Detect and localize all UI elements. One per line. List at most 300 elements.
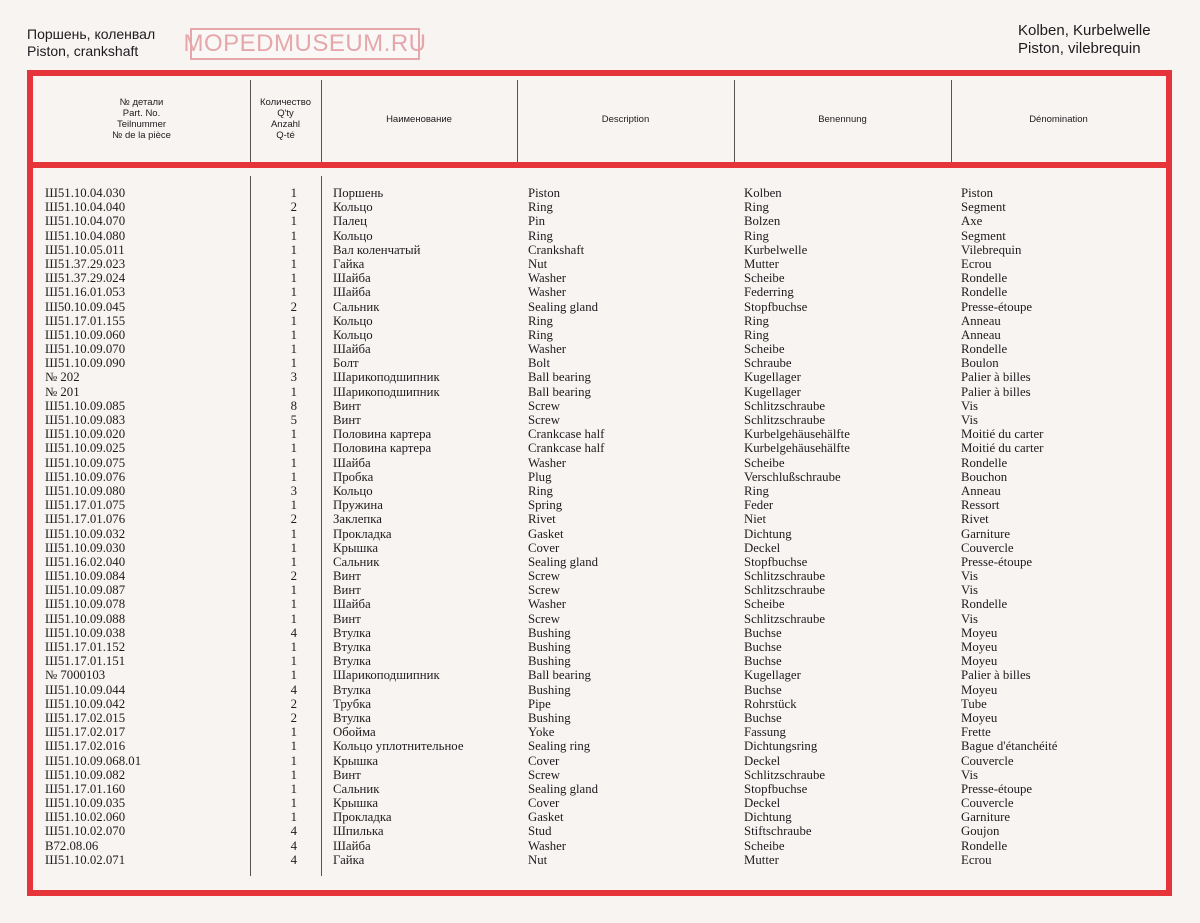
quantity-cell: 1 — [290, 455, 297, 470]
description-en-cell: Washer — [528, 271, 567, 286]
part-number-cell: Ш51.10.02.071 — [45, 852, 126, 867]
denomination-fr-cell: Anneau — [961, 483, 1001, 498]
description-en-cell: Screw — [528, 569, 560, 584]
denomination-fr-cell: Goujon — [961, 824, 1000, 839]
quantity-cell: 1 — [290, 640, 297, 654]
denomination-fr-cell: Frette — [961, 725, 991, 740]
description-en-cell: Pipe — [528, 696, 551, 711]
denomination-fr-cell: Ecrou — [961, 852, 992, 867]
table-row — [0, 214, 1200, 228]
benennung-de-cell: Feder — [744, 498, 774, 513]
benennung-de-cell: Scheibe — [744, 597, 785, 612]
table-row — [0, 683, 1200, 697]
part-number-cell: Ш51.10.09.068.01 — [45, 753, 142, 768]
quantity-cell: 1 — [290, 427, 297, 442]
name-ru-cell: Кольцо — [333, 200, 373, 215]
denomination-fr-cell: Palier à billes — [961, 384, 1031, 399]
col-header-line: Q'ty — [277, 108, 294, 119]
description-en-cell: Ring — [528, 228, 553, 243]
benennung-de-cell: Ring — [744, 327, 769, 342]
part-number-cell: Ш51.10.09.088 — [45, 611, 126, 626]
name-ru-cell: Шайба — [333, 271, 371, 286]
table-row — [0, 300, 1200, 314]
col-header-ru — [321, 76, 517, 162]
benennung-de-cell: Schlitzschraube — [744, 767, 826, 782]
quantity-cell: 1 — [290, 753, 297, 768]
quantity-cell: 1 — [290, 228, 297, 243]
quantity-cell: 2 — [290, 512, 297, 527]
table-row — [0, 413, 1200, 427]
denomination-fr-cell: Couvercle — [961, 753, 1014, 768]
table-row — [0, 427, 1200, 441]
quantity-cell: 1 — [290, 285, 297, 300]
table-row — [0, 768, 1200, 782]
quantity-cell: 1 — [290, 384, 297, 399]
name-ru-cell: Винт — [333, 611, 361, 626]
benennung-de-cell: Scheibe — [744, 455, 785, 470]
benennung-de-cell: Stopfbuchse — [744, 781, 808, 796]
benennung-de-cell: Stopfbuchse — [744, 299, 808, 314]
part-number-cell: Ш51.10.09.020 — [45, 427, 126, 442]
part-number-cell: Ш51.10.09.085 — [45, 398, 126, 413]
quantity-cell: 2 — [290, 710, 297, 725]
benennung-de-cell: Deckel — [744, 753, 781, 768]
name-ru-cell: Кольцо — [333, 483, 373, 498]
benennung-de-cell: Buchse — [744, 640, 782, 654]
name-ru-cell: Винт — [333, 583, 361, 598]
col-header-label: Description — [601, 113, 650, 125]
benennung-de-cell: Kurbelwelle — [744, 242, 808, 257]
benennung-de-cell: Buchse — [744, 682, 782, 697]
name-ru-cell: Гайка — [333, 852, 365, 867]
description-en-cell: Sealing gland — [528, 554, 599, 569]
denomination-fr-cell: Moyeu — [961, 625, 998, 640]
part-number-cell: Ш51.10.09.042 — [45, 696, 126, 711]
table-row — [0, 385, 1200, 399]
name-ru-cell: Шайба — [333, 455, 371, 470]
benennung-de-cell: Mutter — [744, 852, 779, 867]
quantity-cell: 1 — [290, 242, 297, 257]
benennung-de-cell: Deckel — [744, 540, 781, 555]
quantity-cell: 1 — [290, 739, 297, 754]
part-number-cell: Ш51.10.09.032 — [45, 526, 126, 541]
name-ru-cell: Крышка — [333, 796, 379, 811]
quantity-cell: 1 — [290, 271, 297, 286]
denomination-fr-cell: Ecrou — [961, 256, 992, 271]
quantity-cell: 1 — [290, 256, 297, 271]
name-ru-cell: Половина картера — [333, 441, 432, 456]
name-ru-cell: Шайба — [333, 285, 371, 300]
table-row — [0, 512, 1200, 526]
name-ru-cell: Втулка — [333, 682, 371, 697]
quantity-cell: 1 — [290, 441, 297, 456]
header-left — [27, 26, 155, 60]
col-header-line: Part. No. — [122, 108, 161, 119]
benennung-de-cell: Fassung — [744, 725, 786, 740]
benennung-de-cell: Kugellager — [744, 370, 801, 385]
description-en-cell: Washer — [528, 838, 567, 853]
table-row — [0, 200, 1200, 214]
name-ru-cell: Шпилька — [333, 824, 384, 839]
quantity-cell: 2 — [290, 200, 297, 215]
quantity-cell: 1 — [290, 583, 297, 598]
part-number-cell: Ш51.10.04.030 — [45, 186, 126, 200]
part-number-cell: Ш51.17.01.152 — [45, 640, 126, 654]
description-en-cell: Nut — [528, 852, 548, 867]
name-ru-cell: Крышка — [333, 540, 379, 555]
denomination-fr-cell: Rondelle — [961, 342, 1008, 357]
part-number-cell: № 202 — [45, 370, 80, 385]
title-de: Kolben, Kurbelwelle — [1018, 22, 1151, 39]
part-number-cell: Ш51.10.09.076 — [45, 469, 126, 484]
table-row — [0, 782, 1200, 796]
table-row — [0, 527, 1200, 541]
denomination-fr-cell: Rivet — [961, 512, 989, 527]
denomination-fr-cell: Moitié du carter — [961, 441, 1044, 456]
name-ru-cell: Шайба — [333, 597, 371, 612]
description-en-cell: Ring — [528, 313, 553, 328]
denomination-fr-cell: Vis — [961, 583, 979, 598]
denomination-fr-cell: Segment — [961, 200, 1006, 215]
description-en-cell: Ring — [528, 200, 553, 215]
benennung-de-cell: Kurbelgehäusehälfte — [744, 441, 850, 456]
table-row — [0, 243, 1200, 257]
quantity-cell: 1 — [290, 767, 297, 782]
part-number-cell: Ш51.10.09.038 — [45, 625, 126, 640]
name-ru-cell: Шарикоподшипник — [333, 384, 440, 399]
benennung-de-cell: Kurbelgehäusehälfte — [744, 427, 850, 442]
header-separator — [27, 162, 1172, 168]
denomination-fr-cell: Vilebrequin — [961, 242, 1022, 257]
benennung-de-cell: Deckel — [744, 796, 781, 811]
benennung-de-cell: Schraube — [744, 356, 792, 371]
description-en-cell: Spring — [528, 498, 563, 513]
name-ru-cell: Прокладка — [333, 526, 392, 541]
name-ru-cell: Сальник — [333, 554, 380, 569]
part-number-cell: Ш51.10.09.083 — [45, 413, 126, 427]
benennung-de-cell: Buchse — [744, 625, 782, 640]
title-en: Piston, crankshaft — [27, 43, 139, 59]
quantity-cell: 1 — [290, 469, 297, 484]
col-header-line: № de la pièce — [112, 130, 171, 141]
denomination-fr-cell: Piston — [961, 186, 994, 200]
table-row — [0, 186, 1200, 200]
name-ru-cell: Прокладка — [333, 810, 392, 825]
table-row — [0, 824, 1200, 838]
part-number-cell: Ш50.10.09.045 — [45, 299, 126, 314]
description-en-cell: Bushing — [528, 710, 571, 725]
col-header-line: Q-té — [276, 130, 295, 141]
table-row — [0, 370, 1200, 384]
name-ru-cell: Заклепка — [333, 512, 382, 527]
name-ru-cell: Половина картера — [333, 427, 432, 442]
quantity-cell: 5 — [290, 413, 297, 427]
description-en-cell: Screw — [528, 583, 560, 598]
benennung-de-cell: Bolzen — [744, 214, 781, 229]
quantity-cell: 1 — [290, 554, 297, 569]
denomination-fr-cell: Moyeu — [961, 710, 998, 725]
table-row — [0, 328, 1200, 342]
benennung-de-cell: Dichtung — [744, 810, 792, 825]
quantity-cell: 2 — [290, 569, 297, 584]
table-row — [0, 612, 1200, 626]
part-number-cell: Ш51.16.01.053 — [45, 285, 126, 300]
name-ru-cell: Трубка — [333, 696, 372, 711]
description-en-cell: Sealing gland — [528, 781, 599, 796]
description-en-cell: Rivet — [528, 512, 556, 527]
quantity-cell: 4 — [290, 852, 297, 867]
benennung-de-cell: Stopfbuchse — [744, 554, 808, 569]
table-row — [0, 498, 1200, 512]
part-number-cell: № 7000103 — [45, 668, 106, 683]
part-number-cell: Ш51.17.01.155 — [45, 313, 126, 328]
description-en-cell: Sealing gland — [528, 299, 599, 314]
benennung-de-cell: Kugellager — [744, 384, 801, 399]
part-number-cell: Ш51.17.01.076 — [45, 512, 126, 527]
quantity-cell: 1 — [290, 810, 297, 825]
denomination-fr-cell: Rondelle — [961, 597, 1008, 612]
name-ru-cell: Пробка — [333, 469, 374, 484]
col-header-label: Наименование — [386, 113, 452, 125]
description-en-cell: Washer — [528, 597, 567, 612]
name-ru-cell: Сальник — [333, 781, 380, 796]
table-row — [0, 725, 1200, 739]
denomination-fr-cell: Vis — [961, 569, 979, 584]
denomination-fr-cell: Garniture — [961, 810, 1011, 825]
name-ru-cell: Шайба — [333, 342, 371, 357]
benennung-de-cell: Federring — [744, 285, 794, 300]
table-row — [0, 229, 1200, 243]
description-en-cell: Screw — [528, 398, 560, 413]
name-ru-cell: Палец — [333, 214, 367, 229]
description-en-cell: Gasket — [528, 810, 564, 825]
table-row — [0, 626, 1200, 640]
description-en-cell: Washer — [528, 342, 567, 357]
description-en-cell: Gasket — [528, 526, 564, 541]
description-en-cell: Washer — [528, 285, 567, 300]
denomination-fr-cell: Rondelle — [961, 271, 1008, 286]
description-en-cell: Bolt — [528, 356, 551, 371]
description-en-cell: Bushing — [528, 625, 571, 640]
benennung-de-cell: Rohrstück — [744, 696, 797, 711]
part-number-cell: Ш51.10.04.080 — [45, 228, 126, 243]
denomination-fr-cell: Bague d'étanchéité — [961, 739, 1058, 754]
table-row — [0, 285, 1200, 299]
description-en-cell: Screw — [528, 611, 560, 626]
benennung-de-cell: Schlitzschraube — [744, 398, 826, 413]
part-number-cell: Ш51.10.09.078 — [45, 597, 126, 612]
name-ru-cell: Гайка — [333, 256, 365, 271]
denomination-fr-cell: Rondelle — [961, 455, 1008, 470]
quantity-cell: 1 — [290, 781, 297, 796]
part-number-cell: Ш51.10.09.060 — [45, 327, 126, 342]
name-ru-cell: Винт — [333, 413, 361, 427]
table-row — [0, 441, 1200, 455]
description-en-cell: Stud — [528, 824, 552, 839]
part-number-cell: Ш51.10.09.044 — [45, 682, 126, 697]
part-number-cell: Ш51.10.09.070 — [45, 342, 126, 357]
table-row — [0, 853, 1200, 867]
col-header-line: Количество — [259, 97, 312, 108]
table-row — [0, 541, 1200, 555]
part-number-cell: № 201 — [45, 384, 80, 399]
description-en-cell: Piston — [528, 186, 561, 200]
part-number-cell: Ш51.10.09.075 — [45, 455, 126, 470]
description-en-cell: Screw — [528, 413, 560, 427]
name-ru-cell: Сальник — [333, 299, 380, 314]
table-row — [0, 597, 1200, 611]
benennung-de-cell: Scheibe — [744, 838, 785, 853]
part-number-cell: Ш51.10.02.060 — [45, 810, 126, 825]
benennung-de-cell: Ring — [744, 313, 769, 328]
denomination-fr-cell: Anneau — [961, 313, 1001, 328]
quantity-cell: 1 — [290, 796, 297, 811]
benennung-de-cell: Dichtungsring — [744, 739, 818, 754]
part-number-cell: Ш51.10.04.040 — [45, 200, 126, 215]
part-number-cell: Ш51.17.02.015 — [45, 710, 126, 725]
quantity-cell: 1 — [290, 654, 297, 669]
denomination-fr-cell: Bouchon — [961, 469, 1008, 484]
table-row — [0, 796, 1200, 810]
benennung-de-cell: Kolben — [744, 186, 782, 200]
denomination-fr-cell: Rondelle — [961, 838, 1008, 853]
denomination-fr-cell: Moitié du carter — [961, 427, 1044, 442]
table-row — [0, 810, 1200, 824]
description-en-cell: Ring — [528, 327, 553, 342]
denomination-fr-cell: Palier à billes — [961, 370, 1031, 385]
description-en-cell: Sealing ring — [528, 739, 591, 754]
col-header-line: № детали — [119, 97, 164, 108]
description-en-cell: Cover — [528, 796, 560, 811]
denomination-fr-cell: Couvercle — [961, 796, 1014, 811]
description-en-cell: Crankshaft — [528, 242, 585, 257]
quantity-cell: 1 — [290, 725, 297, 740]
denomination-fr-cell: Axe — [961, 214, 983, 229]
description-en-cell: Ball bearing — [528, 370, 591, 385]
quantity-cell: 1 — [290, 214, 297, 229]
quantity-cell: 3 — [290, 483, 297, 498]
part-number-cell: Ш51.17.02.016 — [45, 739, 126, 754]
part-number-cell: Ш51.10.09.080 — [45, 483, 126, 498]
table-row — [0, 739, 1200, 753]
description-en-cell: Yoke — [528, 725, 555, 740]
header-right — [1018, 22, 1151, 58]
benennung-de-cell: Schlitzschraube — [744, 413, 826, 427]
benennung-de-cell: Verschlußschraube — [744, 469, 841, 484]
table-row — [0, 484, 1200, 498]
col-header-en — [517, 76, 734, 162]
parts-table-body — [0, 186, 1200, 867]
name-ru-cell: Втулка — [333, 710, 371, 725]
name-ru-cell: Шарикоподшипник — [333, 668, 440, 683]
table-row — [0, 711, 1200, 725]
name-ru-cell: Крышка — [333, 753, 379, 768]
name-ru-cell: Втулка — [333, 654, 371, 669]
table-row — [0, 754, 1200, 768]
table-row — [0, 356, 1200, 370]
table-row — [0, 342, 1200, 356]
denomination-fr-cell: Anneau — [961, 327, 1001, 342]
denomination-fr-cell: Presse-étoupe — [961, 781, 1033, 796]
denomination-fr-cell: Garniture — [961, 526, 1011, 541]
denomination-fr-cell: Vis — [961, 767, 979, 782]
benennung-de-cell: Ring — [744, 200, 769, 215]
benennung-de-cell: Scheibe — [744, 342, 785, 357]
benennung-de-cell: Schlitzschraube — [744, 611, 826, 626]
watermark: MOPEDMUSEUM.RU — [190, 28, 420, 60]
name-ru-cell: Шарикоподшипник — [333, 370, 440, 385]
quantity-cell: 1 — [290, 327, 297, 342]
name-ru-cell: Винт — [333, 398, 361, 413]
quantity-cell: 1 — [290, 611, 297, 626]
name-ru-cell: Поршень — [333, 186, 384, 200]
name-ru-cell: Пружина — [333, 498, 383, 513]
part-number-cell: Ш51.17.01.075 — [45, 498, 126, 513]
part-number-cell: Ш51.10.04.070 — [45, 214, 126, 229]
quantity-cell: 4 — [290, 625, 297, 640]
denomination-fr-cell: Moyeu — [961, 640, 998, 654]
description-en-cell: Ball bearing — [528, 384, 591, 399]
description-en-cell: Nut — [528, 256, 548, 271]
benennung-de-cell: Ring — [744, 228, 769, 243]
col-header-line: Teilnummer — [116, 119, 167, 130]
benennung-de-cell: Buchse — [744, 654, 782, 669]
table-row — [0, 470, 1200, 484]
part-number-cell: Ш51.10.09.087 — [45, 583, 126, 598]
denomination-fr-cell: Ressort — [961, 498, 1000, 513]
table-row — [0, 583, 1200, 597]
name-ru-cell: Кольцо — [333, 228, 373, 243]
quantity-cell: 4 — [290, 838, 297, 853]
table-row — [0, 399, 1200, 413]
table-row — [0, 839, 1200, 853]
col-header-fr — [951, 76, 1166, 162]
name-ru-cell: Кольцо уплотнительное — [333, 739, 464, 754]
description-en-cell: Cover — [528, 540, 560, 555]
denomination-fr-cell: Palier à billes — [961, 668, 1031, 683]
col-header-de — [734, 76, 951, 162]
benennung-de-cell: Kugellager — [744, 668, 801, 683]
quantity-cell: 1 — [290, 186, 297, 200]
name-ru-cell: Винт — [333, 767, 361, 782]
benennung-de-cell: Schlitzschraube — [744, 583, 826, 598]
table-row — [0, 257, 1200, 271]
benennung-de-cell: Niet — [744, 512, 767, 527]
description-en-cell: Ball bearing — [528, 668, 591, 683]
benennung-de-cell: Dichtung — [744, 526, 792, 541]
description-en-cell: Plug — [528, 469, 552, 484]
quantity-cell: 1 — [290, 668, 297, 683]
description-en-cell: Bushing — [528, 682, 571, 697]
denomination-fr-cell: Vis — [961, 413, 979, 427]
benennung-de-cell: Scheibe — [744, 271, 785, 286]
denomination-fr-cell: Couvercle — [961, 540, 1014, 555]
quantity-cell: 3 — [290, 370, 297, 385]
name-ru-cell: Винт — [333, 569, 361, 584]
table-row — [0, 569, 1200, 583]
part-number-cell: Ш51.10.09.090 — [45, 356, 126, 371]
denomination-fr-cell: Presse-étoupe — [961, 554, 1033, 569]
quantity-cell: 4 — [290, 682, 297, 697]
description-en-cell: Bushing — [528, 640, 571, 654]
table-row — [0, 654, 1200, 668]
part-number-cell: Ш51.37.29.023 — [45, 256, 126, 271]
part-number-cell: Ш51.16.02.040 — [45, 554, 126, 569]
denomination-fr-cell: Rondelle — [961, 285, 1008, 300]
col-header-qty — [250, 76, 321, 162]
part-number-cell: Ш51.10.05.011 — [45, 242, 125, 257]
denomination-fr-cell: Segment — [961, 228, 1006, 243]
